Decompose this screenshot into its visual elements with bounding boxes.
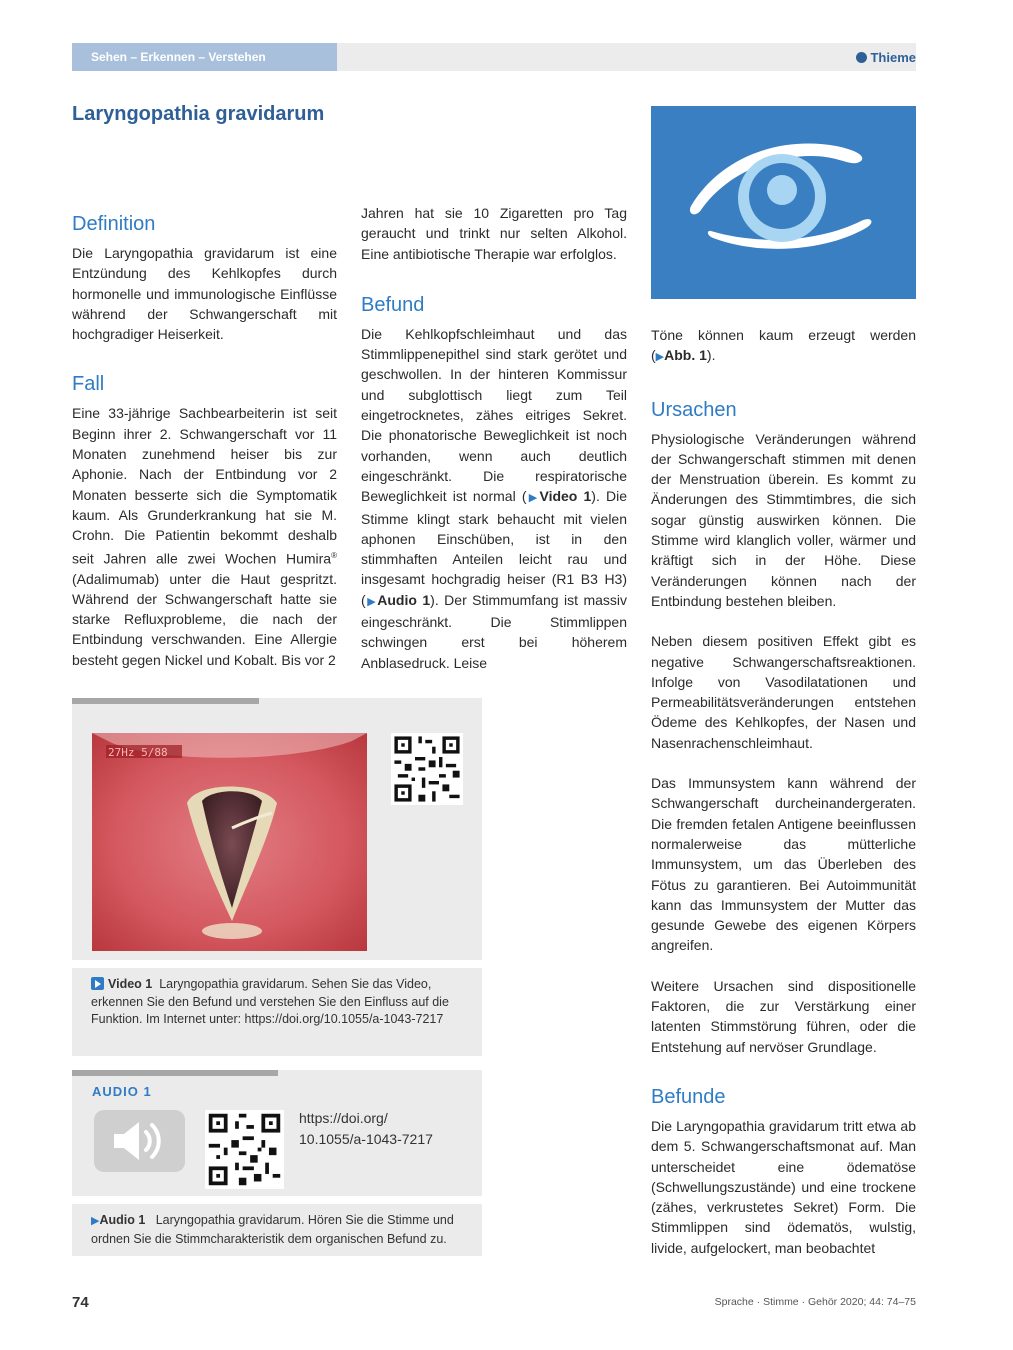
eye-logo bbox=[651, 106, 916, 299]
section-label: Sehen – Erkennen – Verstehen bbox=[91, 50, 266, 64]
fall-text bbox=[72, 403, 337, 670]
video-caption-text: Laryngopathia gravidarum. Sehen Sie das Video, erkennen Sie den Befund und verstehen Sie den Einfluss auf die Funktion. Im Internet unter: https://doi.org/10.1055/a-1043-7217 bbox=[91, 977, 449, 1026]
audio-box-accent-line bbox=[72, 1070, 278, 1076]
section-tab bbox=[72, 43, 337, 71]
befund-text bbox=[361, 324, 627, 673]
befunde-heading: Befunde bbox=[651, 1085, 726, 1108]
play-icon[interactable] bbox=[91, 977, 104, 990]
ursachen-paragraph-4: Weitere Ursachen sind dispositionelle Faktoren, die zur Verstärkung einer latenten Stimmstörung führen, oder die Entstehung auf nervöser Grundlage. bbox=[651, 977, 916, 1055]
video-caption bbox=[91, 976, 465, 1029]
ursachen-heading: Ursachen bbox=[651, 398, 737, 421]
befund-text-part1: Die Kehlkopfschleimhaut und das Stimmlippenepithel sind stark gerötet und geschwollen. In der hinteren Kommissur und subglottisch liegt zum Teil eingetrocknetes, zähes eitriges Sekret. Die phonatorische Beweglichkeit ist noch vorhanden, wenn auch deutlich eingeschränkt. Die respiratorische Beweglichkeit ist normal ( bbox=[361, 325, 627, 505]
figure-reference-link[interactable]: Abb. 1 bbox=[664, 347, 707, 364]
befund-text-part3: ). Der Stimmumfang ist massiv eingeschränkt. Die Stimmlippen schwingen erst bei höherem Anblasedruck. Leise bbox=[361, 591, 627, 671]
journal-citation: Sprache · Stimme · Gehör 2020; 44: 74–75 bbox=[714, 1296, 916, 1308]
audio-url[interactable] bbox=[299, 1108, 433, 1150]
registered-mark: ® bbox=[331, 550, 337, 560]
ursachen-paragraph-3: Das Immunsystem kann während der Schwangerschaft durcheinandergeraten. Die fremden fetalen Antigene beeinflussen normalerweise das mütterliche Immunsystem, um das Überleben des Fötus zu garantieren. Bei Autoimmunität kann das Immunsystem der Mutter das gesunde Gewebe des eigenen Körpers angreifen. bbox=[651, 775, 916, 954]
befunde-text: Die Laryngopathia gravidarum tritt etwa ab dem 5. Schwangerschaftsmonat auf. Man unterscheidet eine ödematöse (Schwellungszustände) und eine trockene (zähes, verkrustetes Sekret) Form. Die Stimmlippen sind ödematös, wulstig, livide, aufgelockert, man beobachtet bbox=[651, 1117, 916, 1256]
publisher-name: Thieme bbox=[870, 50, 916, 65]
audio-caption-box bbox=[72, 1204, 482, 1256]
video-caption-box bbox=[72, 968, 482, 1056]
qr-code-icon bbox=[391, 733, 463, 805]
fall-text-part1: Eine 33-jährige Sachbearbeiterin ist seit Beginn ihrer 2. Schwangerschaft vor 11 Monaten zunehmend heiser bis zur Aphonie. Nach der Entbindung vor 2 Monaten besserte sich die Symptomatik kaum. Als Grunderkrankung hat sie M. Crohn. Die Patientin bekommt deshalb seit Jahren alle zwei Wochen Humira bbox=[72, 405, 337, 567]
column-2 bbox=[361, 203, 627, 673]
speaker-icon bbox=[94, 1110, 185, 1172]
video-box-accent-line bbox=[72, 698, 259, 704]
befund-heading: Befund bbox=[361, 293, 425, 316]
video-caption-label: Video 1 bbox=[108, 977, 153, 991]
arrow-right-icon: ▶ bbox=[91, 1215, 100, 1227]
column-1 bbox=[72, 212, 337, 670]
audio-qr-code[interactable] bbox=[205, 1110, 284, 1189]
fall-text-part2: (Adalimumab) unter die Haut gespritzt. Während der Schwangerschaft hatte sie starke Refluxprobleme, die nach der Entbindung verschwanden. Eine Allergie besteht gegen Nickel und Kobalt. Bis vor 2 bbox=[72, 570, 337, 668]
qr-code-icon bbox=[205, 1110, 284, 1189]
video-qr-code[interactable] bbox=[391, 733, 463, 805]
audio-caption-label: Audio 1 bbox=[99, 1213, 146, 1227]
laryngoscopy-video-frame[interactable] bbox=[92, 733, 367, 951]
fall-heading: Fall bbox=[72, 373, 105, 396]
video-reference-link[interactable]: Video 1 bbox=[539, 488, 592, 505]
definition-heading: Definition bbox=[72, 213, 156, 235]
arrow-right-icon: ▶ bbox=[655, 351, 665, 364]
arrow-right-icon: ▶ bbox=[526, 492, 540, 505]
befund-cont-part1: Töne können kaum erzeugt werden ( bbox=[651, 327, 916, 364]
audio-url-line2: 10.1055/a-1043-7217 bbox=[299, 1131, 433, 1147]
publisher-logo bbox=[856, 50, 916, 65]
audio-url-line1: https://doi.org/ bbox=[299, 1110, 388, 1126]
ursachen-paragraph-1: Physiologische Veränderungen während der Schwangerschaft stimmen mit denen der Menstruation überein. Es kommt zu Änderungen des Stimmtimbres, die sich sogar günstig auswirken können. Die Stimme wird klanglich voller, wärmer und kräftigt sich in der Höhe. Diese Veränderungen können nach der Entbindung bestehen bleiben. bbox=[651, 430, 916, 609]
audio-caption bbox=[91, 1212, 471, 1248]
article-title: Laryngopathia gravidarum bbox=[72, 103, 325, 125]
column-3 bbox=[651, 325, 916, 1258]
arrow-right-icon: ▶ bbox=[365, 595, 378, 608]
audio-caption-text: Laryngopathia gravidarum. Hören Sie die Stimme und ordnen Sie die Stimmcharakteristik dem organischen Befund zu. bbox=[91, 1213, 454, 1246]
ursachen-paragraph-2: Neben diesem positiven Effekt gibt es negative Schwangerschaftsreaktionen. Infolge von Vasodilatationen und Permeabilitätsveränderungen entstehen Ödeme des Kehlkopfes, der Nasen und Nasenrachenschleimhaut. bbox=[651, 633, 916, 751]
befund-continued bbox=[651, 325, 916, 368]
speaker-button[interactable] bbox=[94, 1110, 185, 1172]
fall-continued: Jahren hat sie 10 Zigaretten pro Tag geraucht und trinkt nur selten Alkohol. Eine antibiotische Therapie war erfolglos. bbox=[361, 205, 627, 262]
video-overlay-text: 27Hz 5/88 bbox=[108, 746, 168, 759]
audio-label: AUDIO 1 bbox=[92, 1084, 152, 1099]
eye-icon bbox=[651, 106, 916, 299]
audio-reference-link[interactable]: Audio 1 bbox=[377, 591, 431, 608]
befund-cont-part2: ). bbox=[706, 347, 716, 364]
befund-text-part2: ). Die Stimme klingt stark behaucht mit vielen aphonen Einschüben, ist in den stimmhaften Anteilen leicht rau und insgesamt hochgradig heiser (R1 B3 H3) ( bbox=[361, 488, 627, 608]
thieme-icon bbox=[856, 52, 867, 63]
larynx-image bbox=[92, 733, 367, 951]
definition-text: Die Laryngopathia gravidarum ist eine Entzündung des Kehlkopfes durch hormonelle und immunologische Einflüsse während der Schwangerschaft mit hochgradiger Heiserkeit. bbox=[72, 245, 337, 343]
page-number: 74 bbox=[72, 1294, 89, 1311]
